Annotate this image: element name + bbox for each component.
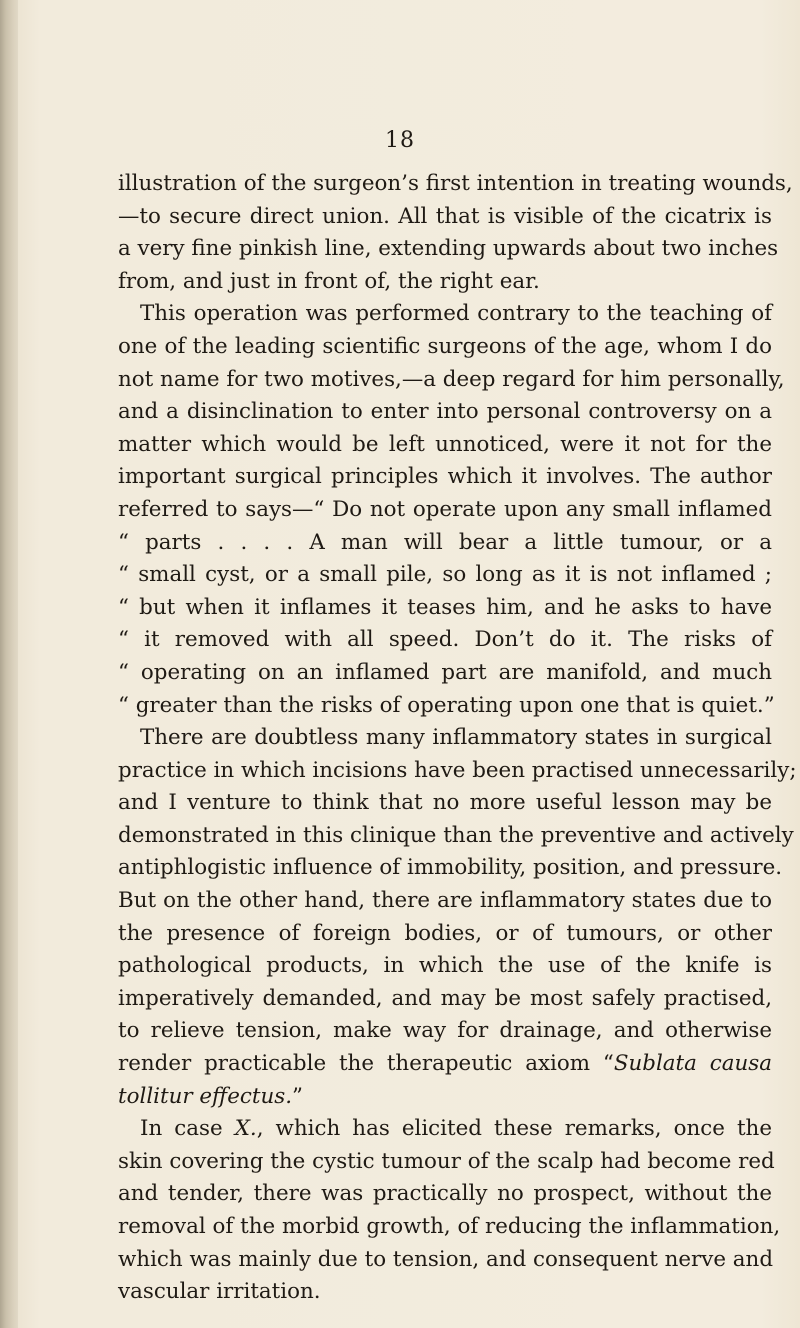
quote-line: “ but when it inflames it teases him, and he asks to have — [118, 594, 772, 620]
text-fragment: render practicable the therapeutic axiom “ — [118, 1051, 614, 1077]
text-line: and a disinclination to enter into personal controversy on a — [118, 399, 772, 425]
text-line: matter which would be left unnoticed, were it not for the — [118, 431, 772, 457]
text-line: imperatively demanded, and may be most safely practised, — [118, 985, 772, 1011]
text-line: the presence of foreign bodies, or of tumours, or other — [118, 920, 772, 946]
text-line: skin covering the cystic tumour of the scalp had become red — [118, 1148, 775, 1174]
quote-line: “ parts . . . . A man will bear a little tumour, or a — [118, 529, 772, 555]
text-line: one of the leading scientific surgeons of the age, whom I do — [118, 333, 772, 359]
page-spine-shadow — [0, 0, 18, 1328]
text-line: and tender, there was practically no prospect, without the — [118, 1181, 772, 1207]
text-line-with-italics — [118, 1081, 772, 1114]
quote-line: “ operating on an inflamed part are manifold, and much — [118, 659, 772, 685]
text-line: referred to says—“ Do not operate upon any small inflamed — [118, 496, 772, 522]
italic-case-letter: X. — [234, 1116, 257, 1142]
text-line: removal of the morbid growth, of reducing the inflammation, — [118, 1214, 781, 1239]
text-line: from, and just in front of, the right ear. — [118, 268, 540, 294]
closing-quote: ” — [292, 1083, 303, 1109]
text-line: There are doubtless many inflammatory states in surgical — [140, 725, 772, 751]
quote-line: “ greater than the risks of operating upon one that is quiet.” — [118, 692, 775, 718]
italic-phrase: tollitur effectus. — [118, 1083, 292, 1109]
quote-line: “ small cyst, or a small pile, so long as it is not inflamed ; — [118, 562, 772, 588]
text-line: This operation was performed contrary to the teaching of — [140, 301, 772, 327]
text-line: which was mainly due to tension, and consequent nerve and — [118, 1246, 774, 1272]
page-number: 18 — [385, 128, 415, 153]
body-text — [118, 168, 797, 1309]
text-fragment: In case — [140, 1116, 235, 1142]
text-line: to relieve tension, make way for drainage, and otherwise — [118, 1018, 772, 1044]
text-line: —to secure direct union. All that is visible of the cicatrix is — [118, 203, 772, 229]
text-line: vascular irritation. — [118, 1279, 321, 1305]
text-line: not name for two motives,—a deep regard for him personally, — [118, 366, 785, 392]
text-line: a very fine pinkish line, extending upwards about two inches — [118, 236, 779, 262]
text-line: practice in which incisions have been practised unnecessarily; — [118, 757, 797, 783]
italic-phrase: Sublata causa — [613, 1051, 772, 1077]
text-fragment: , which has elicited these remarks, once the — [256, 1116, 772, 1142]
text-line: and I venture to think that no more useful lesson may be — [118, 790, 772, 816]
text-line-with-italics — [118, 1113, 772, 1146]
quote-line: “ it removed with all speed. Don’t do it. The risks of — [118, 627, 772, 653]
text-line: pathological products, in which the use of the knife is — [118, 953, 772, 979]
text-line-with-italics — [118, 1048, 772, 1081]
text-line: demonstrated in this clinique than the preventive and actively — [118, 822, 794, 848]
text-line: important surgical principles which it involves. The author — [118, 464, 772, 490]
text-line: illustration of the surgeon’s first intention in treating wounds, — [118, 171, 793, 196]
text-line: But on the other hand, there are inflammatory states due to — [118, 888, 772, 914]
text-line: antiphlogistic influence of immobility, position, and pressure. — [118, 855, 783, 881]
